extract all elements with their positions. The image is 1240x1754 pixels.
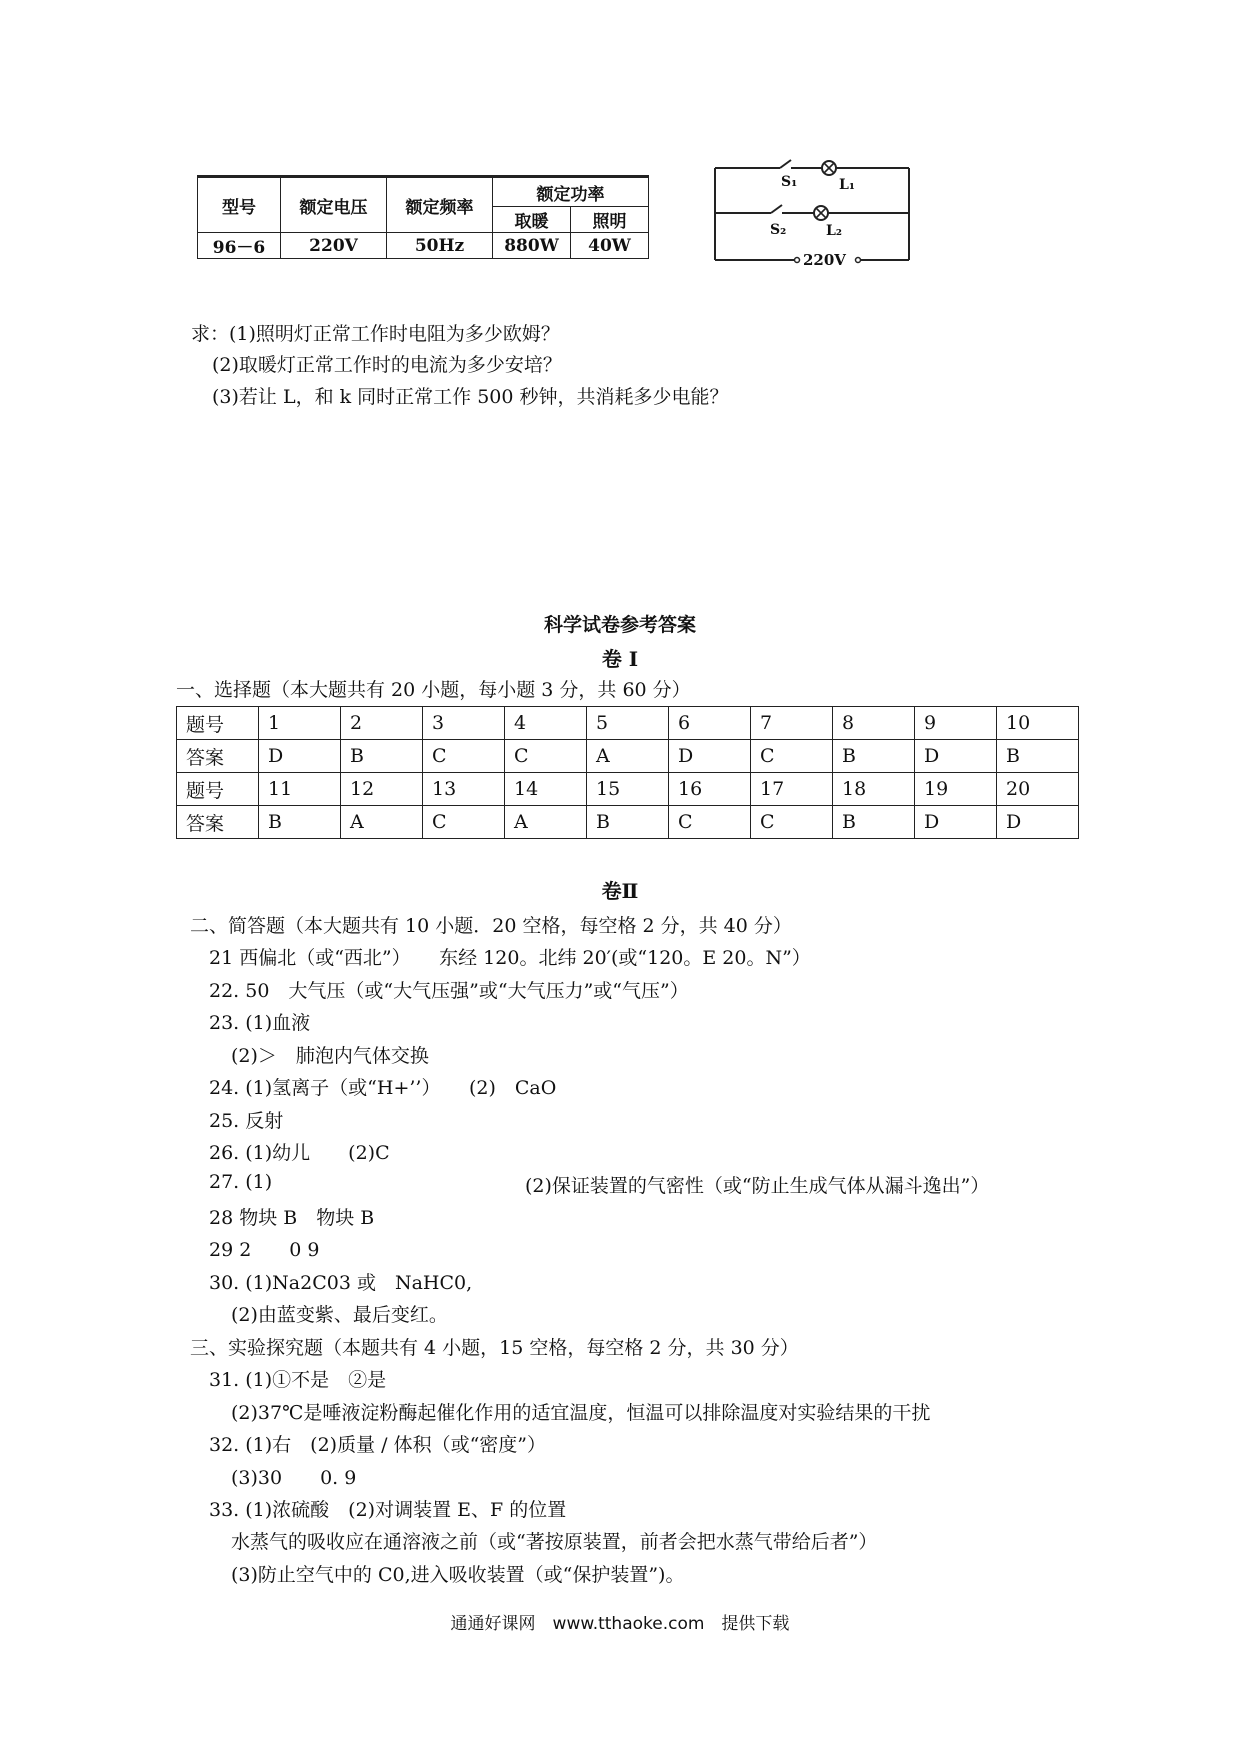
section1-heading: 一、选择题（本大题共有 20 小题，每小题 3 分，共 60 分） — [176, 679, 691, 701]
lamp-l1-icon — [822, 161, 836, 175]
question-number: 19 — [915, 773, 997, 806]
answer-value: A — [587, 740, 669, 773]
header-voltage: 额定电压 — [281, 177, 387, 233]
answer-25: 25. 反射 — [209, 1110, 284, 1132]
answer-33-3: (3)防止空气中的 C0,进入吸收装置（或“保护装置”)。 — [231, 1564, 685, 1586]
question-3: (3)若让 L，和 k 同时正常工作 500 秒钟，共消耗多少电能？ — [212, 386, 729, 408]
question-number: 3 — [423, 707, 505, 740]
question-number: 6 — [669, 707, 751, 740]
question-number: 20 — [997, 773, 1079, 806]
answer-table — [176, 706, 1079, 839]
answer-value: B — [259, 806, 341, 839]
question-1: 求：(1)照明灯正常工作时电阻为多少欧姆？ — [191, 323, 560, 345]
question-2: (2)取暖灯正常工作时的电流为多少安培？ — [212, 354, 562, 376]
question-number: 14 — [505, 773, 587, 806]
answer-value: B — [587, 806, 669, 839]
answer-22: 22. 50 大气压（或“大气压强”或“大气压力”或“气压”） — [209, 980, 689, 1002]
question-number: 13 — [423, 773, 505, 806]
label-s2: S₂ — [770, 222, 787, 238]
answer-value: A — [505, 806, 587, 839]
answer-27-2: (2)保证装置的气密性（或“防止生成气体从漏斗逸出”） — [525, 1175, 990, 1197]
answers-title: 科学试卷参考答案 — [543, 614, 696, 636]
answer-value: D — [915, 740, 997, 773]
table-row — [177, 740, 1079, 773]
answer-value: D — [669, 740, 751, 773]
answer-29: 29 2 0 9 — [209, 1239, 320, 1261]
cell-voltage: 220V — [281, 233, 387, 259]
part1-title: 卷 I — [601, 647, 639, 671]
answer-32-2: (3)30 0. 9 — [231, 1467, 357, 1489]
answer-value: B — [341, 740, 423, 773]
cell-model: 96－6 — [198, 233, 281, 259]
answer-33-2: 水蒸气的吸收应在通溶液之前（或“著按原装置，前者会把水蒸气带给后者”） — [231, 1531, 878, 1553]
answer-30-1: 30. (1)Na2C03 或 NaHC0, — [209, 1272, 473, 1294]
table-row — [177, 773, 1079, 806]
circuit-diagram — [708, 155, 923, 270]
answer-value: C — [751, 806, 833, 839]
question-number: 5 — [587, 707, 669, 740]
row-label: 答案 — [177, 806, 259, 839]
answer-27-1: 27. (1) — [209, 1171, 273, 1193]
question-number: 11 — [259, 773, 341, 806]
answer-32-1: 32. (1)右 (2)质量 / 体积（或“密度”） — [209, 1434, 546, 1456]
row-label: 题号 — [177, 773, 259, 806]
section2-heading: 二、简答题（本大题共有 10 小题．20 空格，每空格 2 分，共 40 分） — [190, 915, 792, 937]
answer-28: 28 物块 B 物块 B — [209, 1207, 375, 1229]
header-power: 额定功率 — [493, 177, 649, 207]
footer-note: 通通好课网 www.tthaoke.com 提供下载 — [450, 1614, 790, 1634]
answer-value: B — [833, 806, 915, 839]
answer-value: C — [505, 740, 587, 773]
answer-value: D — [259, 740, 341, 773]
table-row — [177, 806, 1079, 839]
question-number: 18 — [833, 773, 915, 806]
label-supply: 220V — [803, 251, 846, 269]
question-number: 16 — [669, 773, 751, 806]
table-row — [177, 707, 1079, 740]
answer-31-1: 31. (1)①不是 ②是 — [209, 1369, 387, 1391]
cell-frequency: 50Hz — [387, 233, 493, 259]
answer-30-2: (2)由蓝变紫、最后变红。 — [231, 1304, 448, 1326]
answer-21: 21 西偏北（或“西北”） 东经 120。北纬 20′(或“120。E 20。N”） — [209, 947, 811, 969]
answer-24: 24. (1)氢离子（或“H+’’） (2) CaO — [209, 1077, 557, 1099]
section3-heading: 三、实验探究题（本题共有 4 小题，15 空格，每空格 2 分，共 30 分） — [190, 1337, 799, 1359]
answer-value: C — [669, 806, 751, 839]
question-number: 8 — [833, 707, 915, 740]
answer-value: D — [915, 806, 997, 839]
answer-26: 26. (1)幼儿 (2)C — [209, 1142, 390, 1164]
row-label: 答案 — [177, 740, 259, 773]
answer-value: D — [997, 806, 1079, 839]
answer-value: C — [423, 806, 505, 839]
part2-title: 卷Ⅱ — [601, 879, 639, 903]
cell-heating: 880W — [493, 233, 571, 259]
lamp-l2-icon — [814, 206, 828, 220]
answer-23-2: (2)＞ 肺泡内气体交换 — [231, 1045, 429, 1067]
label-l2: L₂ — [826, 223, 842, 239]
label-s1: S₁ — [781, 174, 798, 190]
question-number: 2 — [341, 707, 423, 740]
header-model: 型号 — [198, 177, 281, 233]
answer-23-1: 23. (1)血液 — [209, 1012, 311, 1034]
answer-value: B — [997, 740, 1079, 773]
question-number: 17 — [751, 773, 833, 806]
answer-33-1: 33. (1)浓硫酸 (2)对调装置 E、F 的位置 — [209, 1499, 567, 1521]
row-label: 题号 — [177, 707, 259, 740]
question-number: 1 — [259, 707, 341, 740]
answer-31-2: (2)37℃是唾液淀粉酶起催化作用的适宜温度，恒温可以排除温度对实验结果的干扰 — [231, 1402, 931, 1424]
answer-value: A — [341, 806, 423, 839]
question-number: 7 — [751, 707, 833, 740]
question-number: 9 — [915, 707, 997, 740]
question-number: 12 — [341, 773, 423, 806]
cell-lighting: 40W — [571, 233, 649, 259]
answer-value: C — [423, 740, 505, 773]
header-lighting: 照明 — [571, 207, 649, 233]
question-number: 4 — [505, 707, 587, 740]
header-heating: 取暖 — [493, 207, 571, 233]
question-number: 10 — [997, 707, 1079, 740]
answer-value: C — [751, 740, 833, 773]
spec-table — [197, 175, 649, 259]
question-number: 15 — [587, 773, 669, 806]
header-frequency: 额定频率 — [387, 177, 493, 233]
label-l1: L₁ — [839, 177, 855, 193]
answer-value: B — [833, 740, 915, 773]
